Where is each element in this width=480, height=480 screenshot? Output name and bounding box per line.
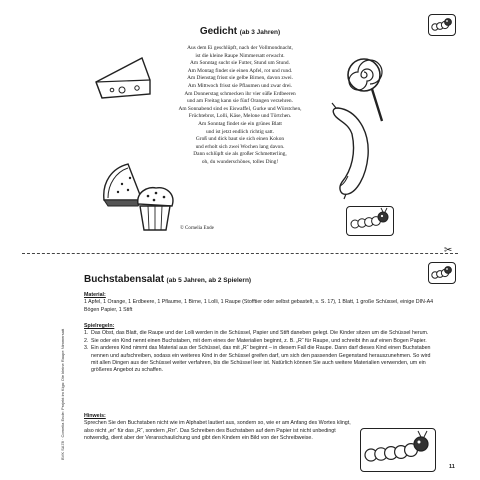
material-text: 1 Apfel, 1 Orange, 1 Erdbeere, 1 Pflaume, 1 Birne, 1 Lolli, 1 Raupe (Stofftier oder selbst gebastelt, s. S. 17), 1 Blatt, 1 große Schüssel, einige DIN-A4 Bögen Papier, 1 Stift bbox=[84, 299, 434, 313]
caterpillar-icon bbox=[361, 429, 434, 470]
rule-step-number: 2. bbox=[84, 337, 89, 344]
poem-title bbox=[0, 26, 480, 37]
caterpillar-badge-top bbox=[428, 14, 456, 36]
caterpillar-card-bottom bbox=[360, 428, 436, 472]
poem-line: Groß und dick baut sie sich einen Kokon bbox=[195, 136, 285, 143]
rule-step bbox=[84, 345, 436, 375]
rules-heading: Spielregeln: bbox=[84, 323, 115, 329]
material-block bbox=[84, 292, 436, 314]
rule-step-text: Sie oder ein Kind nennt einen Buchstaben, mit dem eines der Materialien beginnt, z. B. „R“ für Raupe, und schreibt ihn auf einen Bogen Papier. bbox=[91, 337, 427, 344]
poem-line: und ist jetzt endlich richtig satt. bbox=[206, 128, 274, 135]
rules-block bbox=[84, 323, 436, 375]
poem-line: und erholt sich zwei Wochen lang davon. bbox=[195, 143, 285, 150]
poem-body bbox=[150, 45, 330, 167]
hint-text: Sprechen Sie den Buchstaben nicht wie im Alphabet lautiert aus, sondern so, wie er am Anfang des Wortes klingt, also nicht „er“ für das „R“, sondern „Rrr“. Das Schreiben des Buchstaben auf dem Papier ist nicht unbedingt notwendig, dient aber der Veranschaulichung und gibt den Kindern ein Bild von der Schreibweise. bbox=[84, 420, 351, 442]
muffin-icon bbox=[134, 184, 176, 234]
section-age-label: (ab 5 Jahren, ab 2 Spielern) bbox=[166, 277, 252, 284]
material-heading: Material: bbox=[84, 292, 106, 298]
poem-title-text: Gedicht bbox=[199, 26, 238, 37]
cut-line bbox=[22, 253, 458, 254]
page-number: 11 bbox=[449, 464, 455, 470]
rule-step-text: Das Obst, das Blatt, die Raupe und der Lolli werden in die Schüssel, Papier und Stift daneben gelegt. Die Kinder sitzen um die Schüssel herum. bbox=[91, 330, 429, 337]
poem-line: Dann schlüpft sie als großer Schmetterling, bbox=[193, 151, 287, 158]
poem-line: Am Sonnabend sind es Eiswaffel, Gurke und Würstchen, bbox=[178, 105, 302, 112]
rule-step bbox=[84, 330, 436, 337]
section-title-text: Buchstabensalat bbox=[84, 274, 165, 285]
poem-copyright: © Cornelia Ende bbox=[180, 226, 214, 231]
cheese-icon bbox=[92, 52, 154, 102]
caterpillar-badge-bottom bbox=[428, 262, 456, 284]
poem-line: Am Donnerstag schmecken ihr vier süße Erdbeeren bbox=[184, 90, 296, 97]
caterpillar-icon bbox=[347, 207, 392, 234]
rule-step-number: 1. bbox=[84, 330, 89, 337]
poem-line: oh, du wunderschönes, tolles Ding! bbox=[201, 158, 279, 165]
poem-age-label: (ab 3 Jahren) bbox=[239, 29, 281, 36]
caterpillar-icon bbox=[429, 15, 454, 34]
poem-line: Am Sonntag findet sie ein grünes Blatt bbox=[198, 120, 282, 127]
poem-line: Aus dem Ei geschlüpft, nach der Vollmondnacht, bbox=[187, 45, 293, 51]
section-title bbox=[84, 274, 251, 285]
sausage-icon bbox=[326, 100, 376, 200]
rule-step-text: Ein anderes Kind nimmt das Material aus der Schüssel, das mit „R“ beginnt – in diesem Fall die Raupe. Dann darf dieses Kind einen Buchstaben nennen und aufschreiben, sodass ein weiteres Kind in der Schüssel greifen darf, um sich den passenden Gegenstand herauszunehmen. So wird mit allen Dingen aus der Schüssel weiter verfahren, bis die Schüssel leer ist. Natürlich können Sie auch weitere Materialien verwenden, um ein größeres Angebot zu schaffen. bbox=[91, 345, 431, 374]
caterpillar-card-top bbox=[346, 206, 394, 236]
poem-line: Am Mittwoch frisst sie Pflaumen und zwar drei. bbox=[187, 82, 293, 89]
poem-line: ist die kleine Raupe Nimmersatt erwacht. bbox=[195, 52, 285, 59]
hint-block bbox=[84, 413, 352, 443]
caterpillar-icon bbox=[429, 263, 454, 282]
hint-heading: Hinweis: bbox=[84, 413, 106, 419]
scissors-icon: ✂ bbox=[444, 245, 453, 256]
publisher-side-text: BVK SA78 · Cornelia Ende: Projekt im Kiga: Die kleine Raupe Nimmersatt bbox=[60, 328, 65, 460]
poem-line: und am Freitag kann sie fünf Orangen verzehren. bbox=[187, 98, 293, 105]
poem-line: Früchtebrot, Lolli, Käse, Melone und Törtchen. bbox=[188, 113, 292, 120]
rule-step-number: 3. bbox=[84, 345, 89, 352]
rule-step bbox=[84, 338, 436, 345]
poem-line: Am Sonntag sucht sie Futter, Stund um Stund. bbox=[190, 60, 290, 67]
poem-line: Am Montag findet sie einen Apfel, rot und rund. bbox=[187, 67, 293, 74]
poem-line: Am Dienstag frisst sie gelbe Birnen, davon zwei. bbox=[187, 75, 293, 82]
